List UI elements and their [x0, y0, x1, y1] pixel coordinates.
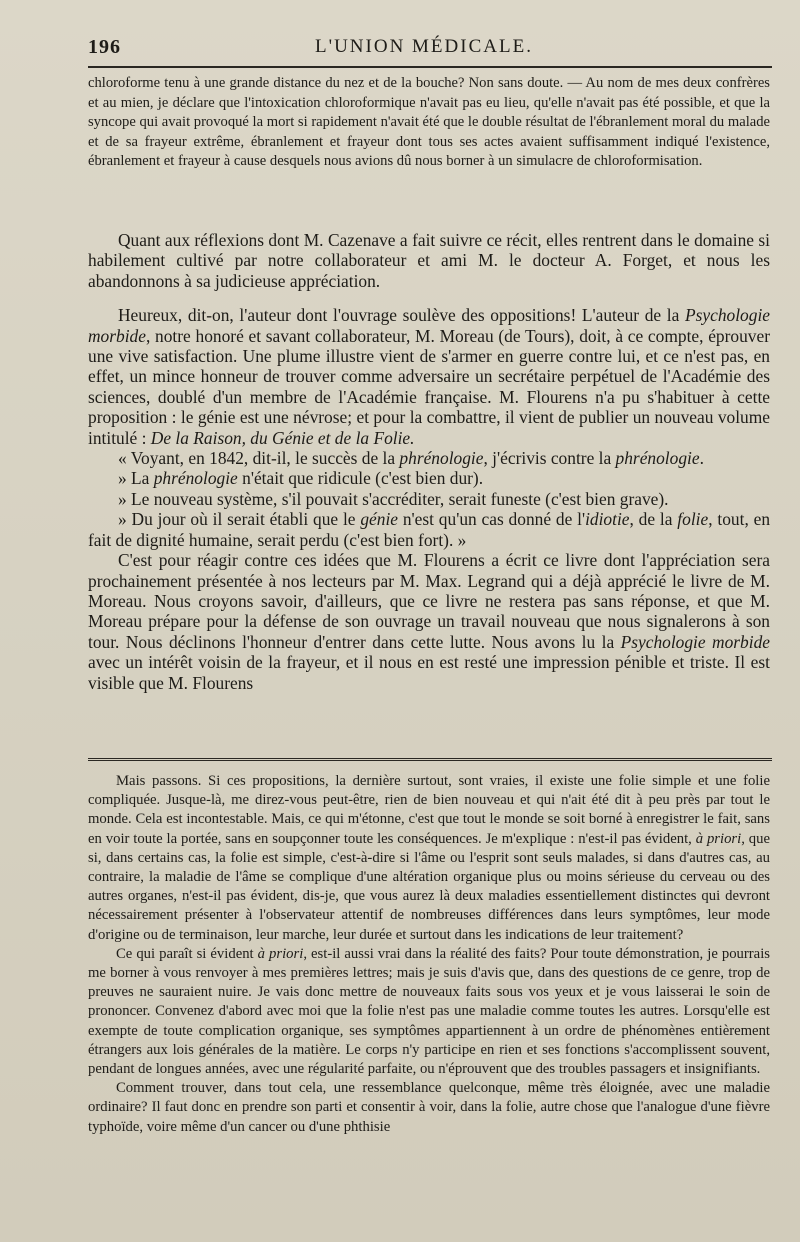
header-rule — [88, 66, 772, 68]
main-article — [88, 230, 770, 693]
page-number: 196 — [88, 36, 121, 58]
paragraph: Quant aux réflexions dont M. Cazenave a fait suivre ce récit, elles rentrent dans le domaine si habilement cultivé par notre collaborateur et ami M. le docteur A. Forget, et nous les abandonnons à sa judicieuse appréciation. — [88, 230, 770, 291]
continued-paragraph — [88, 74, 770, 172]
paragraph: chloroforme tenu à une grande distance du nez et de la bouche? Non sans doute. — Au nom de mes deux confrères et au mien, je déclare que l'intoxication chloroformique n'avait pas eu lieu, qu'elle n'avait pas été possible, et que la syncope qui avait provoqué la mort si rapidement n'avait été que le double résultat de l'ébranlement moral du malade et de sa frayeur extrême, ébranlement et frayeur dont tous ses actes avaient suffisamment indiqué l'existence, ébranlement et frayeur à cause desquels nous avions dû nous borner à un simulacre de chloroformisation. — [88, 75, 771, 169]
paragraph: C'est pour réagir contre ces idées que M. Flourens a écrit ce livre dont l'appréciation sera prochainement présentée à nos lecteurs par M. Max. Legrand qui a déjà apprécié le livre de M. Moreau. Nous croyons savoir, d'ailleurs, que ce livre ne restera pas sans réponse, et que M. Moreau prépare pour la défense de son ouvrage un travail nouveau que nous signalerons à son tour. Nous déclinons l'honneur d'entrer dans cette lutte. Nous avons lu la Psychologie morbide avec un intérêt voisin de la frayeur, et il nous en est resté une impression pénible et triste. Il est visible que M. Flourens — [88, 550, 770, 693]
footnote-paragraph: Comment trouver, dans tout cela, une ressemblance quelconque, même très éloignée, avec une maladie ordinaire? Il faut donc en prendre son parti et consentir à voir, dans la folie, autre chose que l'analogue d'une fièvre typhoïde, voire même d'un cancer ou d'une phthisie — [88, 1080, 770, 1135]
footnote-section — [88, 772, 770, 1137]
footnote-separator — [88, 758, 772, 764]
quote-line: » Du jour où il serait établi que le génie n'est qu'un cas donné de l'idiotie, de la folie, tout, en fait de dignité humaine, serait perdu (c'est bien fort). » — [88, 509, 771, 550]
quote-line: » La phrénologie n'était que ridicule (c'est bien dur). — [118, 468, 484, 489]
footnote-paragraph: Mais passons. Si ces propositions, la dernière surtout, sont vraies, il existe une folie simple et une folie compliquée. Jusque-là, me direz-vous peut-être, rien de bien nouveau et qui n'ait été dit à peu près par tout le monde. Cela est incontestable. Mais, ce qui m'étonne, c'est que tout le monde se soit borné à enregistrer le fait, sans en voir toute la portée, sans en soupçonner toute les conséquences. Je m'explique : n'est-il pas évident, à priori, que si, dans certains cas, la folie est simple, c'est-à-dire si l'âme ou l'esprit sont seuls malades, si dans d'autres cas, au contraire, la maladie de l'âme se complique d'une altération organique plus ou moins sérieuse du cerveau ou des autres organes, n'est-il pas évident, dis-je, que vous aurez là deux maladies essentiellement distinctes qui devront nécessairement présenter à l'observateur attentif de nombreuses différences dans leurs symptômes, leur mode d'origine ou de terminaison, leur marche, leur durée et surtout dans les indications de leur traitement? — [88, 773, 771, 943]
footnote-paragraph: Ce qui paraît si évident à priori, est-il aussi vrai dans la réalité des faits? Pour toute démonstration, je pourrais me borner à vous renvoyer à mes premières lettres; mais je suis d'avis que, dans des questions de ce genre, trop de preuves ne sauraient nuire. Je vais donc mettre de nouveaux faits sous vos yeux et je vous laisserai le soin de prononcer. Convenez d'abord avec moi que la folie n'est pas une maladie comme toutes les autres. Lorsqu'elle est exempte de toute complication organique, ses symptômes appartiennent à un ordre de phénomènes entièrement étrangers aux lois générales de la matière. Le corps n'y participe en rien et ses fonctions s'accomplissent souvent, pendant de longues années, avec une régularité parfaite, ou n'éprouvent que des troubles passagers et insignifiants. — [88, 945, 770, 1078]
quote-line: » Le nouveau système, s'il pouvait s'accréditer, serait funeste (c'est bien grave). — [118, 488, 669, 509]
running-title: L'UNION MÉDICALE. — [315, 36, 533, 57]
page-header — [88, 30, 760, 58]
paragraph: Heureux, dit-on, l'auteur dont l'ouvrage soulève des oppositions! L'auteur de la Psychologie morbide, notre honoré et savant collaborateur, M. Moreau (de Tours), doit, à ce compte, éprouver une vive satisfaction. Une plume illustre vient de s'armer en guerre contre lui, et ce n'est pas, en effet, un mince honneur de trouver comme adversaire un secrétaire perpétuel de l'Académie des sciences, doublé d'un membre de l'Académie française. M. Flourens n'a pu s'habituer à cette proposition : le génie est une névrose; et pour la combattre, il vient de publier un nouveau volume intitulé : De la Raison, du Génie et de la Folie. — [88, 305, 770, 448]
quote-line: « Voyant, en 1842, dit-il, le succès de la phrénologie, j'écrivis contre la phrénologie. — [118, 448, 704, 469]
